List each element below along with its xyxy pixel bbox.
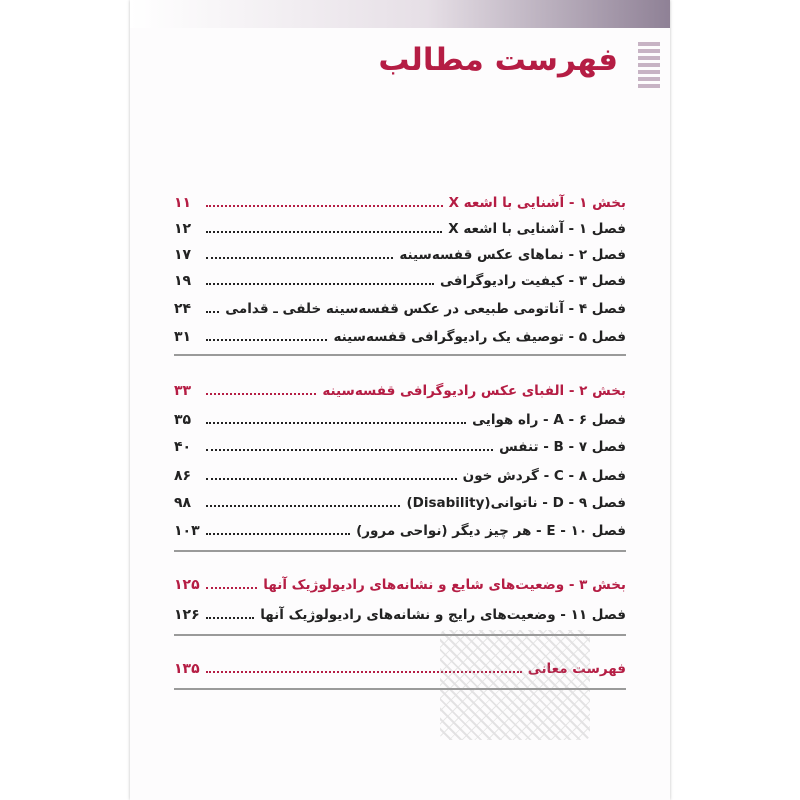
toc-chapter-label: فصل ۱۰ - E - هر چیز دیگر (نواحی مرور) <box>356 523 626 539</box>
toc-chapter-label: فصل ۹ - D - ناتوانی(Disability) <box>406 495 626 511</box>
dot-leader <box>206 617 254 619</box>
toc-page-number: ۱۲ <box>174 221 192 237</box>
dot-leader <box>206 587 257 589</box>
toc-chapter-label: فصل ۸ - C - گردش خون <box>462 468 626 484</box>
dot-leader <box>206 257 393 259</box>
toc-chapter-label: فصل ۶ - A - راه هوایی <box>472 412 626 428</box>
toc-chapter-3[interactable] <box>174 266 626 290</box>
page-title: فهرست مطالب <box>378 42 618 78</box>
toc-part-label: بخش ۲ - الفبای عکس رادیوگرافی قفسه‌سینه <box>322 383 626 399</box>
book-page <box>130 0 670 800</box>
section-divider <box>174 354 626 356</box>
toc-page-number: ۱۳۵ <box>174 661 200 677</box>
toc-chapter-10[interactable] <box>174 516 626 540</box>
toc-page-number: ۱۱ <box>174 195 192 211</box>
toc-part-3[interactable] <box>174 570 626 594</box>
toc-page-number: ۴۰ <box>174 439 192 455</box>
toc-chapter-6[interactable] <box>174 405 626 429</box>
toc-page-number: ۱۰۳ <box>174 523 200 539</box>
dot-leader <box>206 422 466 424</box>
dot-leader <box>206 478 457 480</box>
toc-page-number: ۱۷ <box>174 247 192 263</box>
toc-page-number: ۳۵ <box>174 412 192 428</box>
dot-leader <box>206 231 442 233</box>
toc-chapter-11[interactable] <box>174 600 626 624</box>
toc-chapter-8[interactable] <box>174 461 626 485</box>
toc-page-number: ۹۸ <box>174 495 192 511</box>
toc-part-1[interactable] <box>174 188 626 212</box>
dot-leader <box>206 533 350 535</box>
dot-leader <box>206 205 443 207</box>
dot-leader <box>206 311 219 313</box>
toc-chapter-label: فصل ۳ - کیفیت رادیوگرافی <box>440 273 626 289</box>
toc-chapter-label: فصل ۴ - آناتومی طبیعی در عکس قفسه‌سینه خلفی ـ قدامی <box>225 301 626 317</box>
toc-page-number: ۱۹ <box>174 273 192 289</box>
toc-part-label: بخش ۱ - آشنایی با اشعه X <box>448 195 626 211</box>
toc-chapter-label: فصل ۱ - آشنایی با اشعه X <box>448 221 626 237</box>
toc-page-number: ۸۶ <box>174 468 192 484</box>
dot-leader <box>206 339 327 341</box>
toc-chapter-1[interactable] <box>174 214 626 238</box>
toc-chapter-4[interactable] <box>174 294 626 318</box>
dot-leader <box>206 449 493 451</box>
toc-chapter-label: فصل ۱۱ - وضعیت‌های رایج و نشانه‌های رادیولوژیک آنها <box>260 607 626 623</box>
toc-chapter-2[interactable] <box>174 240 626 264</box>
dot-leader <box>206 393 316 395</box>
toc-chapter-5[interactable] <box>174 322 626 346</box>
toc-part-label: فهرست معانی <box>527 661 626 677</box>
dot-leader <box>206 505 400 507</box>
toc-page-number: ۱۲۵ <box>174 577 200 593</box>
faded-stamp-mark <box>440 630 590 740</box>
decorative-stripes <box>638 42 660 91</box>
dot-leader <box>206 283 434 285</box>
section-divider <box>174 550 626 552</box>
toc-part-2[interactable] <box>174 376 626 400</box>
toc-chapter-9[interactable] <box>174 488 626 512</box>
toc-page-number: ۱۲۶ <box>174 607 200 623</box>
toc-chapter-7[interactable] <box>174 432 626 456</box>
toc-page-number: ۳۳ <box>174 383 192 399</box>
toc-chapter-label: فصل ۷ - B - تنفس <box>499 439 626 455</box>
toc-chapter-label: فصل ۲ - نماهای عکس قفسه‌سینه <box>399 247 626 263</box>
toc-page-number: ۲۴ <box>174 301 192 317</box>
toc-chapter-label: فصل ۵ - توصیف یک رادیوگرافی قفسه‌سینه <box>333 329 626 345</box>
toc-page-number: ۳۱ <box>174 329 192 345</box>
toc-part-label: بخش ۳ - وضعیت‌های شایع و نشانه‌های رادیولوژیک آنها <box>263 577 626 593</box>
